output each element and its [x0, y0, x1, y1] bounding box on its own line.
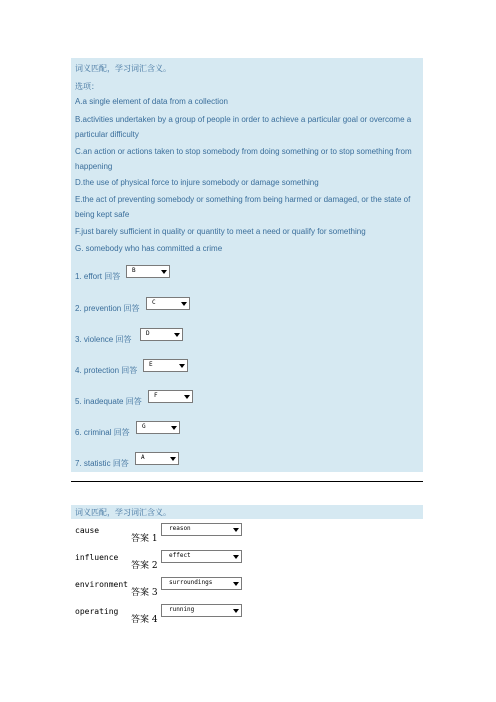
term-label: environment — [75, 580, 128, 589]
chevron-down-icon — [169, 423, 178, 432]
term-label: cause — [75, 526, 100, 535]
section2-instruction: 词义匹配，学习词汇含义。 — [75, 508, 171, 517]
answer-select-s2-1[interactable] — [161, 523, 242, 536]
answer-word: 回答 — [121, 366, 138, 375]
chevron-down-icon — [231, 579, 240, 588]
selected-value: D — [146, 330, 150, 337]
question-label: 6. criminal — [75, 428, 112, 437]
option-a: A.a single element of data from a collection — [75, 97, 228, 106]
question-label: 3. violence — [75, 335, 114, 344]
answer-label: 答案 4 — [131, 615, 158, 625]
answer-label: 答案 2 — [131, 561, 158, 571]
answer-word: 回答 — [125, 397, 142, 406]
selected-value: surroundings — [169, 579, 213, 586]
selected-value: B — [132, 267, 136, 274]
answer-select-6[interactable] — [136, 421, 180, 434]
selected-value: G — [142, 423, 146, 430]
term-label: influence — [75, 553, 119, 562]
chevron-down-icon — [177, 361, 186, 370]
answer-word: 回答 — [112, 459, 129, 468]
section-divider — [71, 481, 423, 482]
answer-select-4[interactable] — [143, 359, 188, 372]
question-label: 7. statistic — [75, 459, 111, 468]
question-row — [75, 271, 120, 282]
answer-select-3[interactable] — [140, 328, 183, 341]
chevron-down-icon — [231, 606, 240, 615]
answer-label: 答案 1 — [131, 534, 158, 544]
option-e: E.the act of preventing somebody or something from being harmed or damaged, or the state of being kept safe — [75, 195, 411, 219]
question-row — [75, 396, 142, 407]
question-label: 2. prevention — [75, 304, 122, 313]
selected-value: reason — [169, 525, 191, 532]
selected-value: F — [154, 392, 158, 399]
answer-label: 答案 3 — [131, 588, 158, 598]
chevron-down-icon — [182, 392, 191, 401]
answer-select-5[interactable] — [148, 390, 193, 403]
chevron-down-icon — [172, 330, 181, 339]
answer-select-7[interactable] — [135, 452, 179, 465]
term-label: operating — [75, 607, 119, 616]
chevron-down-icon — [159, 267, 168, 276]
instruction-text: 词义匹配，学习词汇含义。 — [75, 64, 171, 73]
answer-select-s2-2[interactable] — [161, 550, 242, 563]
answer-select-2[interactable] — [146, 297, 190, 310]
option-g: G. somebody who has committed a crime — [75, 244, 223, 253]
selected-value: running — [169, 606, 195, 613]
question-row — [75, 334, 131, 345]
option-c: C.an action or actions taken to stop somebody from doing something or to stop something from happening — [75, 147, 412, 171]
selected-value: E — [149, 361, 153, 368]
question-label: 4. protection — [75, 366, 120, 375]
question-row — [75, 365, 137, 376]
answer-word: 回答 — [113, 428, 130, 437]
chevron-down-icon — [231, 552, 240, 561]
answer-select-s2-4[interactable] — [161, 604, 242, 617]
chevron-down-icon — [231, 525, 240, 534]
answer-word: 回答 — [104, 272, 121, 281]
chevron-down-icon — [179, 299, 188, 308]
selected-value: C — [152, 299, 156, 306]
option-f: F.just barely sufficient in quality or quantity to meet a need or qualify for something — [75, 227, 366, 236]
answer-select-1[interactable] — [126, 265, 170, 278]
question-label: 5. inadequate — [75, 397, 124, 406]
option-d: D.the use of physical force to injure somebody or damage something — [75, 178, 319, 187]
answer-word: 回答 — [123, 304, 140, 313]
question-row — [75, 303, 140, 314]
selected-value: A — [141, 454, 145, 461]
question-row — [75, 427, 130, 438]
answer-select-s2-3[interactable] — [161, 577, 242, 590]
question-label: 1. effort — [75, 272, 102, 281]
option-b: B.activities undertaken by a group of people in order to achieve a particular goal or overcome a particular difficulty — [75, 115, 412, 139]
options-label: 选项： — [75, 82, 99, 91]
answer-word: 回答 — [115, 335, 132, 344]
chevron-down-icon — [168, 454, 177, 463]
selected-value: effect — [169, 552, 191, 559]
question-row — [75, 458, 129, 469]
